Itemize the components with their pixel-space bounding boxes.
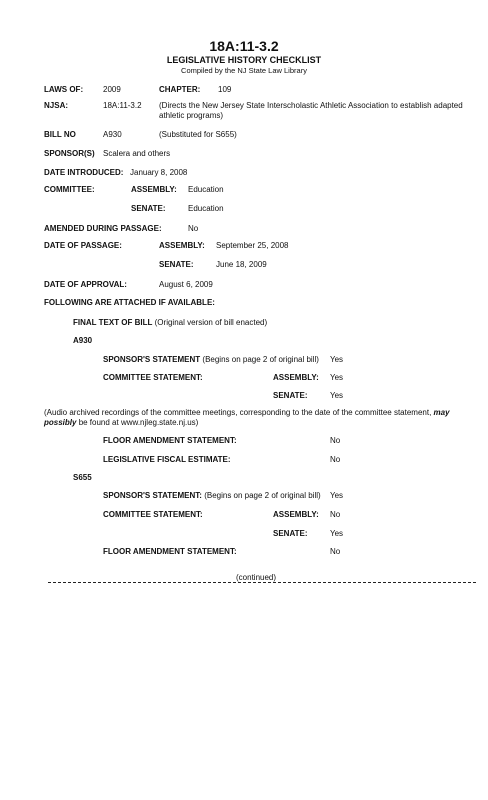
final-text-note: (Original version of bill enacted) xyxy=(154,318,268,327)
audio-note-emphasis: may possibly xyxy=(44,408,450,427)
amended-value: No xyxy=(188,224,199,233)
chapter-label: CHAPTER: xyxy=(159,85,201,94)
bill-no-label: BILL NO xyxy=(44,130,76,139)
s655-floor-amendment-label: FLOOR AMENDMENT STATEMENT: xyxy=(103,547,237,556)
passage-senate-label: SENATE: xyxy=(159,260,194,269)
chapter-value: 109 xyxy=(218,85,232,94)
s655-committee-statement-label: COMMITTEE STATEMENT: xyxy=(103,510,203,519)
document-subtitle: LEGISLATIVE HISTORY CHECKLIST xyxy=(166,55,322,65)
a930-assembly-value: Yes xyxy=(330,373,344,382)
a930-senate-value: Yes xyxy=(330,391,344,400)
s655-sponsor-statement-label: SPONSOR'S STATEMENT: xyxy=(103,491,202,500)
sponsors-value: Scalera and others xyxy=(103,149,171,158)
dashed-divider xyxy=(48,582,476,583)
s655-assembly-value: No xyxy=(330,510,341,519)
fiscal-estimate-label: LEGISLATIVE FISCAL ESTIMATE: xyxy=(103,455,231,464)
continued-label: (continued) xyxy=(236,573,277,582)
committee-assembly-label: ASSEMBLY: xyxy=(131,185,177,194)
floor-amendment-value: No xyxy=(330,436,341,445)
a930-sponsor-statement-row xyxy=(103,355,319,365)
njsa-note: (Directs the New Jersey State Interscholastic Athletic Association to establish adapted athletic programs) xyxy=(159,101,463,120)
date-introduced-value: January 8, 2008 xyxy=(130,168,188,177)
s655-floor-amendment-value: No xyxy=(330,547,341,556)
a930-sponsor-statement-value: Yes xyxy=(330,355,344,364)
fiscal-estimate-value: No xyxy=(330,455,341,464)
date-of-approval-label: DATE OF APPROVAL: xyxy=(44,280,127,289)
floor-amendment-label: FLOOR AMENDMENT STATEMENT: xyxy=(103,436,237,445)
a930-sponsor-statement-label: SPONSOR'S STATEMENT xyxy=(103,355,201,364)
final-text-row xyxy=(73,318,267,328)
compiled-by: Compiled by the NJ State Law Library xyxy=(181,66,307,75)
njsa-value: 18A:11-3.2 xyxy=(103,101,142,110)
passage-assembly-label: ASSEMBLY: xyxy=(159,241,205,250)
following-attached-heading: FOLLOWING ARE ATTACHED IF AVAILABLE: xyxy=(44,298,215,307)
audio-note-text: (Audio archived recordings of the committee meetings, corresponding to the date of the committee statement, xyxy=(44,408,432,417)
bill-no-note: (Substituted for S655) xyxy=(159,130,237,139)
a930-committee-statement-label: COMMITTEE STATEMENT: xyxy=(103,373,203,382)
s655-sponsor-statement-value: Yes xyxy=(330,491,344,500)
bill-no-value: A930 xyxy=(103,130,122,139)
s655-sponsor-statement-note: (Begins on page 2 of original bill) xyxy=(204,491,321,500)
committee-senate-value: Education xyxy=(188,204,224,213)
a930-assembly-label: ASSEMBLY: xyxy=(273,373,319,382)
audio-note-url-text: be found at www.njleg.state.nj.us) xyxy=(78,418,199,427)
date-of-approval-value: August 6, 2009 xyxy=(159,280,213,289)
njsa-label: NJSA: xyxy=(44,101,69,110)
committee-senate-label: SENATE: xyxy=(131,204,166,213)
final-text-label: FINAL TEXT OF BILL xyxy=(73,318,153,327)
passage-senate-value: June 18, 2009 xyxy=(216,260,267,269)
a930-sponsor-statement-note: (Begins on page 2 of original bill) xyxy=(202,355,319,364)
s655-sponsor-statement-row xyxy=(103,491,321,501)
a930-heading: A930 xyxy=(73,336,93,345)
laws-of-value: 2009 xyxy=(103,85,121,94)
laws-of-label: LAWS OF: xyxy=(44,85,84,94)
date-introduced-label: DATE INTRODUCED: xyxy=(44,168,124,177)
committee-assembly-value: Education xyxy=(188,185,224,194)
s655-senate-value: Yes xyxy=(330,529,344,538)
amended-label: AMENDED DURING PASSAGE: xyxy=(44,224,162,233)
committee-label: COMMITTEE: xyxy=(44,185,95,194)
s655-assembly-label: ASSEMBLY: xyxy=(273,510,319,519)
s655-heading: S655 xyxy=(73,473,92,482)
s655-senate-label: SENATE: xyxy=(273,529,308,538)
audio-archive-note xyxy=(44,408,480,428)
passage-assembly-value: September 25, 2008 xyxy=(216,241,289,250)
a930-senate-label: SENATE: xyxy=(273,391,308,400)
sponsors-label: SPONSOR(S) xyxy=(44,149,95,158)
date-of-passage-label: DATE OF PASSAGE: xyxy=(44,241,122,250)
document-title: 18A:11-3.2 xyxy=(209,38,279,54)
